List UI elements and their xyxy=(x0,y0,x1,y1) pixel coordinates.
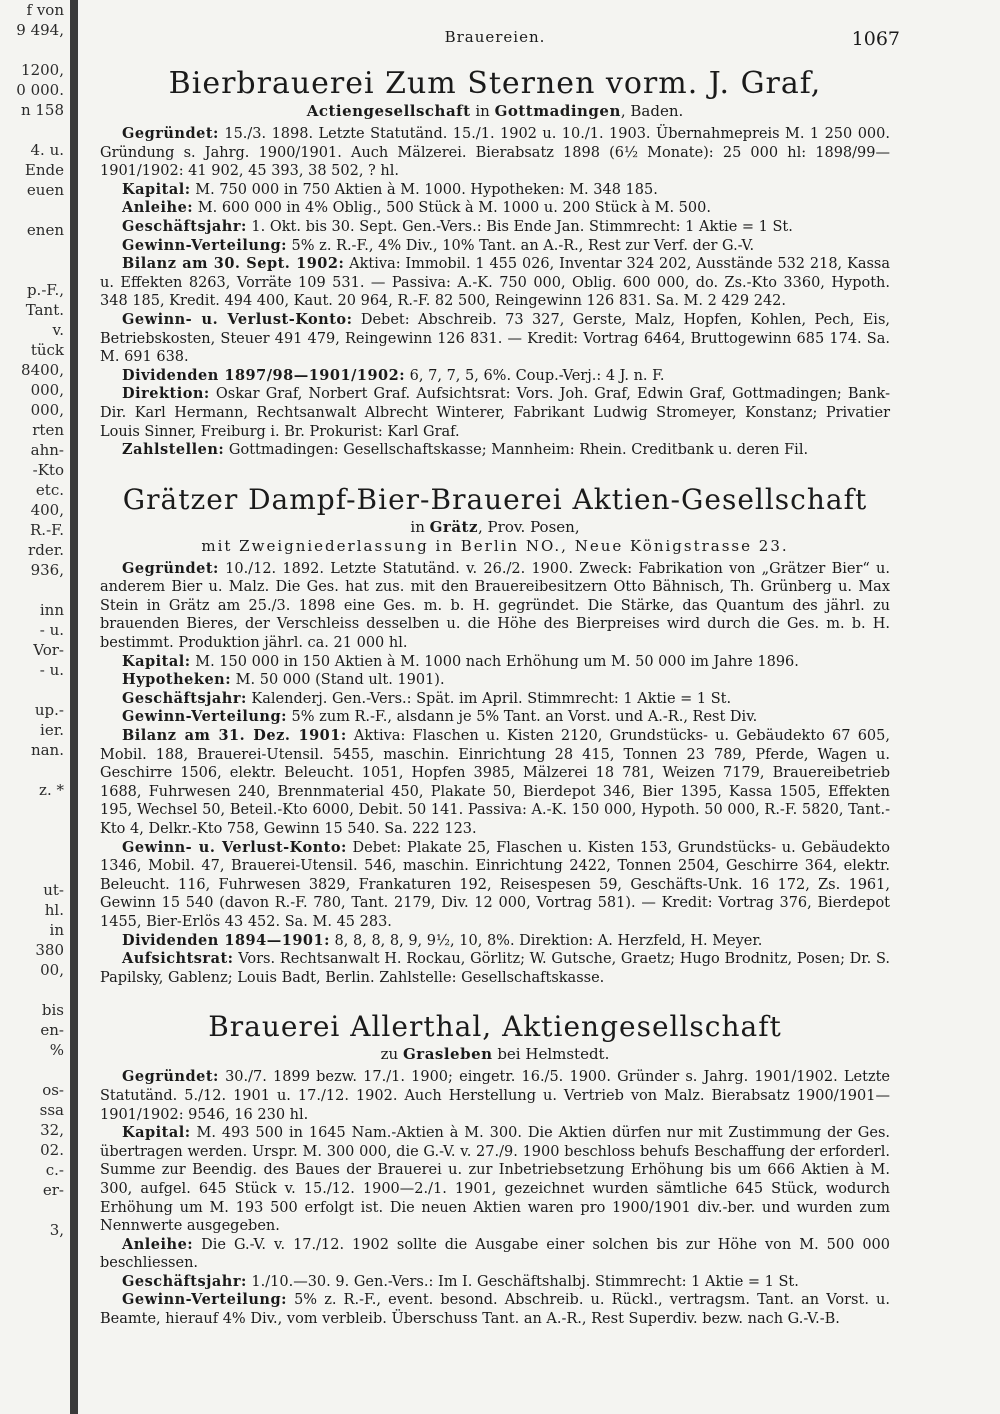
company-subtitle xyxy=(100,1045,890,1064)
entry-label: Hypotheken: xyxy=(122,671,232,689)
gutter-fragment xyxy=(0,240,70,260)
entry-paragraph xyxy=(100,1236,890,1273)
gutter-fragment: 380 xyxy=(35,941,64,959)
section-graetzer-dampf-bier-brauerei xyxy=(100,482,890,988)
entry-paragraph xyxy=(100,1068,890,1124)
entry-label: Dividenden 1894—1901: xyxy=(122,931,330,949)
entry-paragraph xyxy=(100,932,890,951)
entry-paragraph xyxy=(100,653,890,672)
entry-text: Debet: Abschreib. 73 327, Gerste, Malz, Hopfen, Kohlen, Pech, Eis, Betriebskosten, Steuer 491 479, Reingewinn 126 831. — Kredit: Vortrag 6464, Bruttogewinn 685 174. Sa. M. 691 638. xyxy=(100,311,890,366)
gutter-fragment: ssa xyxy=(39,1101,64,1119)
entry-text: Aktiva: Immobil. 1 455 026, Inventar 324 202, Ausstände 532 218, Kassa u. Effekten 8263, Vorräte 109 531. — Passiva: A.-K. 750 000, Oblig. 600 000, do. Zs.-Kto 3360, Hypoth. 348 185, Kredit. 494 400, Kaut. 20 964, R.-F. 82 500, Reingewinn 126 831. Sa. M. 2 429 242. xyxy=(100,256,891,310)
gutter-fragment: er- xyxy=(42,1181,64,1199)
running-title: Brauereien. xyxy=(444,28,546,46)
entry-paragraph xyxy=(100,181,890,200)
gutter-fragment xyxy=(0,980,70,1000)
gutter-fragment: 3, xyxy=(49,1221,64,1239)
gutter-fragment: ut- xyxy=(43,881,64,899)
company-subtitle xyxy=(100,518,890,537)
company-title: Brauerei Allerthal, Aktiengesellschaft xyxy=(208,1010,782,1044)
entry-label: Zahlstellen: xyxy=(122,441,225,459)
entry-label: Gewinn- u. Verlust-Konto: xyxy=(122,310,353,328)
entry-text: 5% z. R.-F., event. besond. Abschreib. u. Rückl., vertragsm. Tant. an Vorst. u. Beamte, hierauf 4% Div., vom verbleib. Überschuss Tant. an A.-R., Rest Superdiv. bezw. nach G.-V.-B. xyxy=(100,1292,890,1328)
gutter-fragment: os- xyxy=(42,1081,64,1099)
entry-label: Aufsichtsrat: xyxy=(122,950,234,968)
gutter-fragment: euen xyxy=(26,181,64,199)
gutter-fragment: - u. xyxy=(39,661,64,679)
gutter-fragment: 1200, xyxy=(21,61,64,79)
subtitle-connector: in xyxy=(470,102,495,120)
gutter-fragment: bis xyxy=(41,1001,64,1019)
company-location: Grasleben xyxy=(402,1045,493,1064)
section-brauerei-allerthal xyxy=(100,1009,890,1328)
entry-text: M. 493 500 in 1645 Nam.-Aktien à M. 300. Die Aktien dürfen nur mit Zustimmung der Ges. übertragen werden. Urspr. M. 300 000, die G.-V. v. 27./9. 1900 beschloss behufs Beschaffung der erforderl. Summe zur Beendig. des Baues der Brauerei u. zur Inbetriebsetzung Erhöhung bis um 666 Aktien à M. 300, aufgel. 645 Stück v. 15./12. 1900—2./1. 1901, gezeichnet wurden sämtliche 645 Stück, wodurch Erhöhung um M. 193 500 erfolgt ist. Die neuen Aktien waren pro 1900/1901 div.-ber. und wurden zum Nennwerte ausgegeben. xyxy=(100,1125,890,1235)
entry-text: 5% zum R.-F., alsdann je 5% Tant. an Vorst. und A.-R., Rest Div. xyxy=(286,709,758,726)
gutter-fragment: in xyxy=(49,921,64,939)
gutter-fragment: 9 494, xyxy=(16,21,64,39)
gutter-fragment xyxy=(0,760,70,780)
entry-text: M. 600 000 in 4% Oblig., 500 Stück à M. 1000 u. 200 Stück à M. 500. xyxy=(193,200,711,217)
gutter-fragment: tück xyxy=(30,341,64,359)
gutter-fragment: % xyxy=(49,1041,64,1059)
page-body xyxy=(100,28,900,1329)
subtitle-region: bei Helmstedt. xyxy=(492,1045,610,1064)
gutter-fragment: 000, xyxy=(30,401,64,419)
entry-label: Dividenden 1897/98—1901/1902: xyxy=(122,366,406,384)
gutter-fragment: 000, xyxy=(30,381,64,399)
company-branch-line: mit Zweigniederlassung in Berlin NO., Neue Königstrasse 23. xyxy=(201,536,789,555)
gutter-fragment: ahn- xyxy=(30,441,64,459)
gutter-fragment xyxy=(0,200,70,220)
entry-paragraph xyxy=(100,385,890,441)
gutter-fragment xyxy=(0,840,70,860)
gutter-fragment xyxy=(0,260,70,280)
entry-label: Gewinn-Verteilung: xyxy=(122,236,287,254)
gutter-fragment: p.-F., xyxy=(26,281,64,299)
entry-paragraph xyxy=(100,311,890,367)
entry-label: Gegründet: xyxy=(122,1068,219,1086)
entry-text: 1./10.—30. 9. Gen.-Vers.: Im I. Geschäftshalbj. Stimmrecht: 1 Aktie = 1 St. xyxy=(246,1273,799,1290)
entry-paragraph xyxy=(100,708,890,727)
subtitle-region: , Prov. Posen, xyxy=(478,517,580,536)
entry-label: Geschäftsjahr: xyxy=(122,689,247,707)
subtitle-connector: in xyxy=(410,517,430,536)
entry-label: Anleihe: xyxy=(122,1235,194,1253)
entry-label: Gegründet: xyxy=(122,559,219,577)
entry-paragraph xyxy=(100,1291,890,1328)
left-margin-gutter xyxy=(0,0,70,1414)
gutter-fragment: en- xyxy=(40,1021,64,1039)
gutter-fragment: 00, xyxy=(40,961,64,979)
gutter-fragment: rten xyxy=(32,421,64,439)
entry-label: Kapital: xyxy=(122,180,191,198)
section-paragraphs xyxy=(100,1068,890,1328)
entry-paragraph xyxy=(100,218,890,237)
gutter-fragment: enen xyxy=(26,221,64,239)
entry-text: M. 150 000 in 150 Aktien à M. 1000 nach Erhöhung um M. 50 000 im Jahre 1896. xyxy=(190,653,799,670)
entry-text: Vors. Rechtsanwalt H. Rockau, Görlitz; W. Gutsche, Graetz; Hugo Brodnitz, Posen; Dr. S. Papilsky, Gablenz; Louis Badt, Berlin. Zahlstelle: Gesellschaftskasse. xyxy=(100,951,890,986)
gutter-fragment xyxy=(0,680,70,700)
gutter-fragment: nan. xyxy=(30,741,64,759)
company-legal-form: Actiengesellschaft xyxy=(306,102,471,120)
entry-text: M. 750 000 in 750 Aktien à M. 1000. Hypotheken: M. 348 185. xyxy=(190,181,658,198)
entry-text: Oskar Graf, Norbert Graf. Aufsichtsrat: Vors. Joh. Graf, Edwin Graf, Gottmadingen; Bank-Dir. Karl Hermann, Rechtsanwalt Albrecht Winterer, Fabrikant Ludwig Stromeyer, Konstanz; Privatier Louis Sinner, Freiburg i. Br. Prokurist: Karl Graf. xyxy=(100,386,890,440)
entry-paragraph xyxy=(100,255,890,311)
gutter-fragment xyxy=(0,1200,70,1220)
entry-paragraph xyxy=(100,237,890,256)
entry-label: Geschäftsjahr: xyxy=(122,1272,247,1290)
entry-text: 10./12. 1892. Letzte Statutänd. v. 26./2. 1900. Zweck: Fabrikation von „Grätzer Bier“ u. anderem Bier u. Malz. Die Ges. hat zus. mit den Brauereibesitzern Otto Bähnisch, Th. Grünberg u. Max Stein in Grätz am 25./3. 1898 eine Ges. m. b. H. gegründet. Die Stärke, das Quantum des jährl. zu brauenden Bieres, der Verschleiss desselben u. die Höhe des Bierpreises wird durch die Ges. m. b. H. bestimmt. Produktion jährl. ca. 21 000 hl. xyxy=(100,560,890,652)
entry-label: Gewinn-Verteilung: xyxy=(122,1291,287,1309)
gutter-fragment: - u. xyxy=(39,621,64,639)
subtitle-connector: zu xyxy=(380,1045,403,1064)
gutter-fragment: c.- xyxy=(45,1161,64,1179)
entry-text: 1. Okt. bis 30. Sept. Gen.-Vers.: Bis Ende Jan. Stimmrecht: 1 Aktie = 1 St. xyxy=(246,218,793,235)
entry-text: Kalenderj. Gen.-Vers.: Spät. im April. Stimmrecht: 1 Aktie = 1 St. xyxy=(246,690,732,707)
entry-text: Debet: Plakate 25, Flaschen u. Kisten 153, Grundstücks- u. Gebäudekto 1346, Mobil. 47, Brauerei-Utensil. 546, maschin. Einrichtung 2422, Tonnen 2504, Geschirre 364, elektr. Beleucht. 116, Fuhrwesen 3829, Frankaturen 192, Reisespesen 59, Geschäfts-Unk. 16 172, Zs. 1961, Gewinn 15 540 (davon R.-F. 780, Tant. 2179, Div. 12 000, Vortrag 581). — Kredit: Vortrag 376, Bierdepot 1455, Bier-Erlös 43 452. Sa. M. 45 283. xyxy=(100,839,890,930)
entry-text: 5% z. R.-F., 4% Div., 10% Tant. an A.-R., Rest zur Verf. der G.-V. xyxy=(286,237,755,254)
gutter-fragment: v. xyxy=(52,321,64,339)
gutter-fragment: f von xyxy=(26,1,64,19)
entry-paragraph xyxy=(100,199,890,218)
entry-paragraph xyxy=(100,441,890,460)
entry-paragraph xyxy=(100,367,890,386)
gutter-fragment xyxy=(0,40,70,60)
gutter-fragment: 400, xyxy=(30,501,64,519)
entry-label: Gewinn-Verteilung: xyxy=(122,708,287,726)
entry-label: Bilanz am 31. Dez. 1901: xyxy=(122,727,347,745)
gutter-fragment: 32, xyxy=(40,1121,64,1139)
entry-text: Gottmadingen: Gesellschaftskasse; Mannheim: Rhein. Creditbank u. deren Fil. xyxy=(224,442,809,459)
gutter-fragment: inn xyxy=(39,601,64,619)
gutter-fragment: Vor- xyxy=(33,641,64,659)
gutter-fragment: -Kto xyxy=(32,461,64,479)
gutter-fragment xyxy=(0,1060,70,1080)
subtitle-region: , Baden. xyxy=(620,102,684,120)
gutter-fragment: n 158 xyxy=(20,101,64,119)
gutter-fragment: z. * xyxy=(39,781,64,799)
gutter-fragment: 0 000. xyxy=(16,81,64,99)
gutter-fragment: R.-F. xyxy=(30,521,64,539)
gutter-fragment xyxy=(0,820,70,840)
gutter-fragment xyxy=(0,860,70,880)
section-paragraphs xyxy=(100,125,890,460)
section-paragraphs xyxy=(100,560,890,988)
company-title: Grätzer Dampf-Bier-Brauerei Aktien-Gesellschaft xyxy=(122,482,868,516)
entry-label: Direktion: xyxy=(122,385,210,403)
running-header xyxy=(100,28,900,56)
entry-paragraph xyxy=(100,125,890,181)
entry-paragraph xyxy=(100,690,890,709)
entry-paragraph xyxy=(100,1273,890,1292)
gutter-fragment xyxy=(0,120,70,140)
entry-paragraph xyxy=(100,1124,890,1236)
entry-label: Geschäftsjahr: xyxy=(122,217,247,235)
entry-text: 30./7. 1899 bezw. 17./1. 1900; eingetr. 16./5. 1900. Gründer s. Jahrg. 1901/1902. Letzte Statutänd. 5./12. 1901 u. 17./12. 1902. Auch Herstellung u. Vertrieb von Malz. Bierabsatz 1900/1901—1901/1902: 9546, 16 230 hl. xyxy=(100,1069,890,1123)
entry-paragraph xyxy=(100,727,890,839)
entry-text: 15./3. 1898. Letzte Statutänd. 15./1. 1902 u. 10./1. 1903. Übernahmepreis M. 1 250 000. Gründung s. Jahrg. 1900/1901. Auch Mälzerei. Bierabsatz 1898 (6½ Monate): 25 000 hl: 1898/99—1901/1902: 41 902, 45 393, 38 502, ? hl. xyxy=(100,126,890,180)
gutter-fragment: 936, xyxy=(30,561,64,579)
gutter-fragment: rder. xyxy=(28,541,64,559)
gutter-fragment: hl. xyxy=(44,901,64,919)
gutter-fragment: up.- xyxy=(34,701,64,719)
section-bierbrauerei-zum-sternen xyxy=(100,66,890,460)
page-number: 1067 xyxy=(851,28,900,50)
entry-label: Anleihe: xyxy=(122,199,194,217)
entry-text: M. 50 000 (Stand ult. 1901). xyxy=(231,672,445,689)
gutter-fragment: 4. u. xyxy=(30,141,64,159)
entry-label: Bilanz am 30. Sept. 1902: xyxy=(122,255,345,273)
entry-label: Kapital: xyxy=(122,1124,191,1142)
company-subtitle xyxy=(100,102,890,121)
entry-text: Die G.-V. v. 17./12. 1902 sollte die Ausgabe einer solchen bis zur Höhe von M. 500 000 beschliessen. xyxy=(100,1236,890,1272)
entry-paragraph xyxy=(100,950,890,987)
entry-label: Kapital: xyxy=(122,652,191,670)
entry-paragraph xyxy=(100,839,890,932)
entry-text: 6, 7, 7, 5, 6%. Coup.-Verj.: 4 J. n. F. xyxy=(405,367,665,384)
entry-text: Aktiva: Flaschen u. Kisten 2120, Grundstücks- u. Gebäudekto 67 605, Mobil. 188, Brauerei-Utensil. 5455, maschin. Einrichtung 28 415, Tonnen 23 789, Pferde, Wagen u. Geschirre 1506, elektr. Beleucht. 1051, Hopfen 3985, Mälzerei 18 781, Weizen 7179, Brauereibetrieb 1688, Fuhrwesen 240, Brennmaterial 450, Plakate 50, Bierdepot 346, Bier 1395, Kassa 1505, Effekten 195, Wechsel 50, Beteil.-Kto 6000, Debit. 50 141. Passiva: A.-K. 150 000, Hypoth. 50 000, R.-F. 5820, Tant.-Kto 4, Delkr.-Kto 758, Gewinn 15 540. Sa. 222 123. xyxy=(100,728,890,837)
company-title: Bierbrauerei Zum Sternen vorm. J. Graf, xyxy=(168,66,822,101)
gutter-fragment: etc. xyxy=(35,481,64,499)
gutter-fragment: 02. xyxy=(40,1141,64,1159)
company-location: Grätz xyxy=(429,517,479,536)
gutter-fragment: ier. xyxy=(40,721,64,739)
gutter-fragment xyxy=(0,580,70,600)
entry-paragraph xyxy=(100,560,890,653)
gutter-fragment: Tant. xyxy=(25,301,64,319)
company-location: Gottmadingen xyxy=(494,102,621,120)
gutter-fragment xyxy=(0,800,70,820)
entry-label: Gewinn- u. Verlust-Konto: xyxy=(122,838,347,856)
entry-label: Gegründet: xyxy=(122,125,219,142)
entry-paragraph xyxy=(100,671,890,690)
entry-text: 8, 8, 8, 8, 9, 9½, 10, 8%. Direktion: A. Herzfeld, H. Meyer. xyxy=(329,932,763,949)
page-gutter-shadow xyxy=(70,0,78,1414)
gutter-fragment: Ende xyxy=(24,161,64,179)
gutter-fragment: 8400, xyxy=(21,361,64,379)
